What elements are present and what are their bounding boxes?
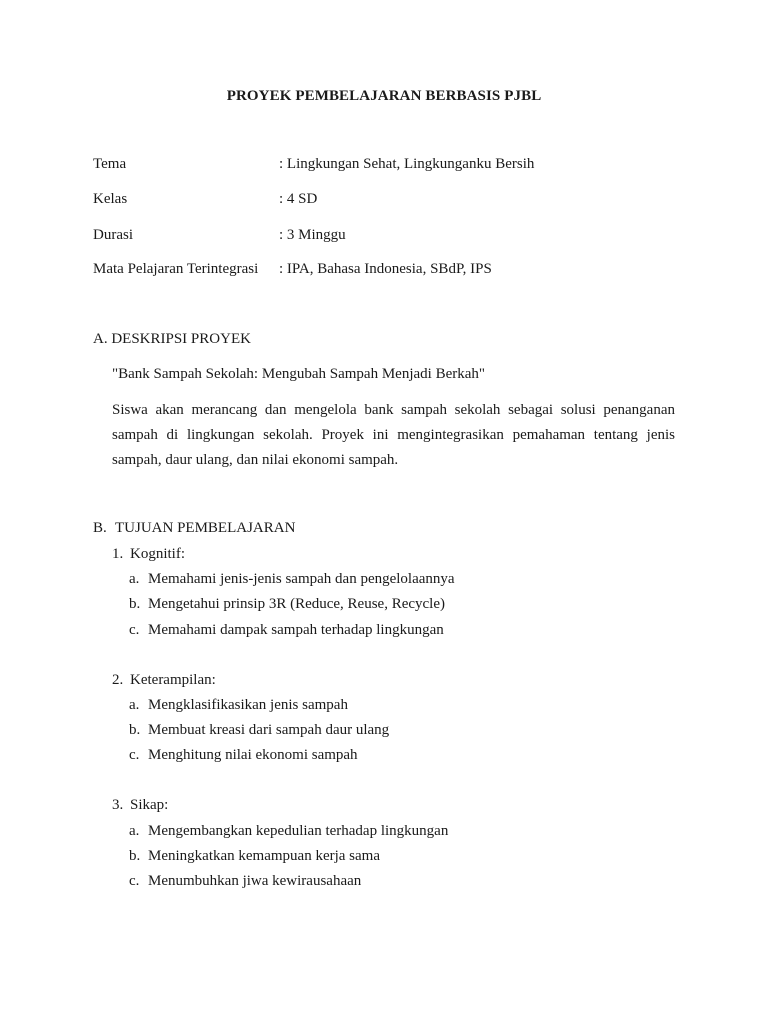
group-number: 1. [112,546,124,562]
group-label: Kognitif: [130,546,185,562]
objective-group-sikap [112,797,168,814]
meta-value: : 4 SD [279,191,318,207]
item-text: Meningkatkan kemampuan kerja sama [148,848,381,864]
group-number: 2. [112,672,124,688]
list-item [129,697,348,714]
item-text: Memahami jenis-jenis sampah dan pengelolaannya [148,571,455,587]
project-description: Siswa akan merancang dan mengelola bank sampah sekolah sebagai solusi penanganan sampah di lingkungan sekolah. Proyek ini mengintegrasikan pemahaman tentang jenis sampah, daur ulang, dan nilai ekonomi sampah. [112,402,675,468]
list-item [129,571,455,588]
item-letter: c. [129,747,140,763]
meta-value: : 3 Minggu [279,227,346,243]
item-text: Mengembangkan kepedulian terhadap lingkungan [148,823,449,839]
section-a-heading: A. DESKRIPSI PROYEK [93,331,251,347]
list-item [129,622,444,639]
project-title-quote: "Bank Sampah Sekolah: Mengubah Sampah Menjadi Berkah" [112,366,486,382]
objective-group-kognitif [112,546,185,563]
item-text: Memahami dampak sampah terhadap lingkungan [148,622,444,638]
meta-label: Durasi [93,227,133,243]
section-b-letter: B. [93,520,107,536]
document-title: PROYEK PEMBELAJARAN BERBASIS PJBL [226,88,542,104]
group-label: Sikap: [130,797,169,813]
list-item [129,848,380,865]
group-number: 3. [112,797,124,813]
item-letter: a. [129,571,140,587]
list-item [129,596,445,613]
item-letter: a. [129,697,140,713]
meta-row-kelas [93,191,693,211]
item-text: Menumbuhkan jiwa kewirausahaan [148,873,362,889]
meta-label: Mata Pelajaran Terintegrasi [93,261,259,277]
meta-label: Tema [93,156,127,172]
list-item [129,722,389,739]
meta-row-mata-pelajaran [93,261,693,281]
meta-value: : Lingkungan Sehat, Lingkunganku Bersih [279,156,535,172]
objective-group-keterampilan [112,672,216,689]
item-letter: b. [129,848,141,864]
section-b-title: TUJUAN PEMBELAJARAN [115,520,296,536]
section-b-heading [93,520,295,537]
item-letter: a. [129,823,140,839]
item-text: Membuat kreasi dari sampah daur ulang [148,722,390,738]
list-item [129,823,448,840]
group-label: Keterampilan: [130,672,216,688]
meta-label: Kelas [93,191,128,207]
item-letter: c. [129,622,140,638]
meta-row-durasi [93,227,693,247]
item-text: Mengetahui prinsip 3R (Reduce, Reuse, Recycle) [148,596,445,612]
item-letter: b. [129,596,141,612]
item-letter: b. [129,722,141,738]
item-text: Menghitung nilai ekonomi sampah [148,747,358,763]
item-letter: c. [129,873,140,889]
list-item [129,873,361,890]
list-item [129,747,358,764]
meta-value: : IPA, Bahasa Indonesia, SBdP, IPS [279,261,492,277]
meta-row-tema [93,156,693,176]
item-text: Mengklasifikasikan jenis sampah [148,697,348,713]
